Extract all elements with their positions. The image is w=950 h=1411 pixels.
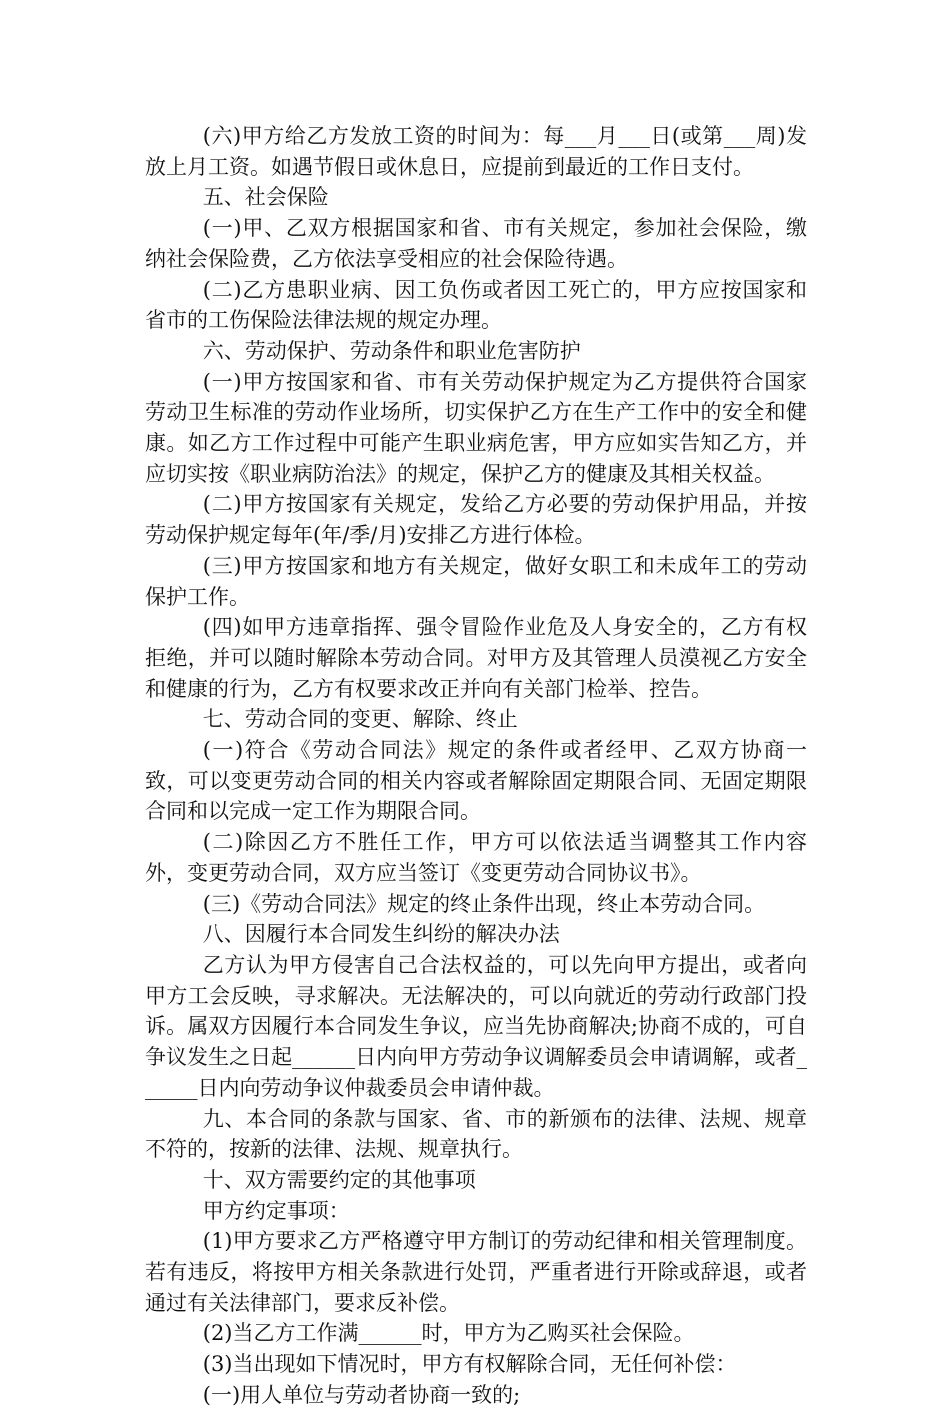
labor-protection-clause-2: (二)甲方按国家有关规定，发给乙方必要的劳动保护用品，并按劳动保护规定每年(年/季/月)安排乙方进行体检。 [145,492,807,548]
section-heading-labor-protection: 六、劳动保护、劳动条件和职业危害防护 [202,338,581,363]
contract-change-clause-2: (二)除因乙方不胜任工作，甲方可以依法适当调整其工作内容外，变更劳动合同，双方应当签订《变更劳动合同协议书》。 [145,830,807,885]
section-heading-contract-changes: 七、劳动合同的变更、解除、终止 [202,707,518,732]
agreed-item-1: (1)甲方要求乙方严格遵守甲方制订的劳动纪律和相关管理制度。若有违反，将按甲方相关条款进行处罚，严重者进行开除或辞退，或者通过有关法律部门，要求反补偿。 [145,1229,807,1315]
section-heading-social-insurance: 五、社会保险 [202,185,329,210]
section-nine-clause: 九、本合同的条款与国家、省、市的新颁布的法律、法规、规章不符的，按新的法律、法规、规章执行。 [145,1106,807,1162]
agreed-item-3: (3)当出现如下情况时，甲方有权解除合同，无任何补偿： [202,1352,737,1377]
social-insurance-clause-2: (二)乙方患职业病、因工负伤或者因工死亡的，甲方应按国家和省市的工伤保险法律法规的规定办理。 [145,277,807,333]
section-heading-dispute-resolution: 八、因履行本合同发生纠纷的解决办法 [202,922,560,947]
contract-change-clause-3: (三)《劳动合同法》规定的终止条件出现，终止本劳动合同。 [202,891,766,916]
labor-protection-clause-4: (四)如甲方违章指挥、强令冒险作业危及人身安全的，乙方有权拒绝，并可以随时解除本劳动合同。对甲方及其管理人员漠视乙方安全和健康的行为，乙方有权要求改正并向有关部门检举、控告。 [145,615,807,701]
social-insurance-clause-1: (一)甲、乙双方根据国家和省、市有关规定，参加社会保险，缴纳社会保险费，乙方依法享受相应的社会保险待遇。 [145,216,807,271]
labor-protection-clause-1: (一)甲方按国家和省、市有关劳动保护规定为乙方提供符合国家劳动卫生标准的劳动作业场所，切实保护乙方在生产工作中的安全和健康。如乙方工作过程中可能产生职业病危害，甲方应如实告知乙方，并应切实按《职业病防治法》的规定，保护乙方的健康及其相关权益。 [145,369,807,486]
labor-protection-clause-3: (三)甲方按国家和地方有关规定，做好女职工和未成年工的劳动保护工作。 [145,553,807,609]
party-a-agreed-items-heading: 甲方约定事项： [202,1198,350,1223]
termination-condition-1: (一)用人单位与劳动者协商一致的; [202,1382,521,1407]
contract-change-clause-1: (一)符合《劳动合同法》规定的条件或者经甲、乙双方协商一致，可以变更劳动合同的相关内容或者解除固定期限合同、无固定期限合同和以完成一定工作为期限合同。 [145,738,807,824]
agreed-item-2: (2)当乙方工作满______时，甲方为乙购买社会保险。 [202,1321,695,1346]
wage-payment-clause: (六)甲方给乙方发放工资的时间为：每___月___日(或第___周)发放上月工资。如遇节假日或休息日，应提前到最近的工作日支付。 [145,124,807,179]
document-body [145,121,807,1411]
section-heading-other-matters: 十、双方需要约定的其他事项 [202,1167,476,1192]
dispute-resolution-clause: 乙方认为甲方侵害自己合法权益的，可以先向甲方提出，或者向甲方工会反映，寻求解决。无法解决的，可以向就近的劳动行政部门投诉。属双方因履行本合同发生争议，应当先协商解决;协商不成的，可自争议发生之日起______日内向甲方劳动争议调解委员会申请调解，或者______日内向劳动争议仲裁委员会申请仲裁。 [145,952,807,1100]
